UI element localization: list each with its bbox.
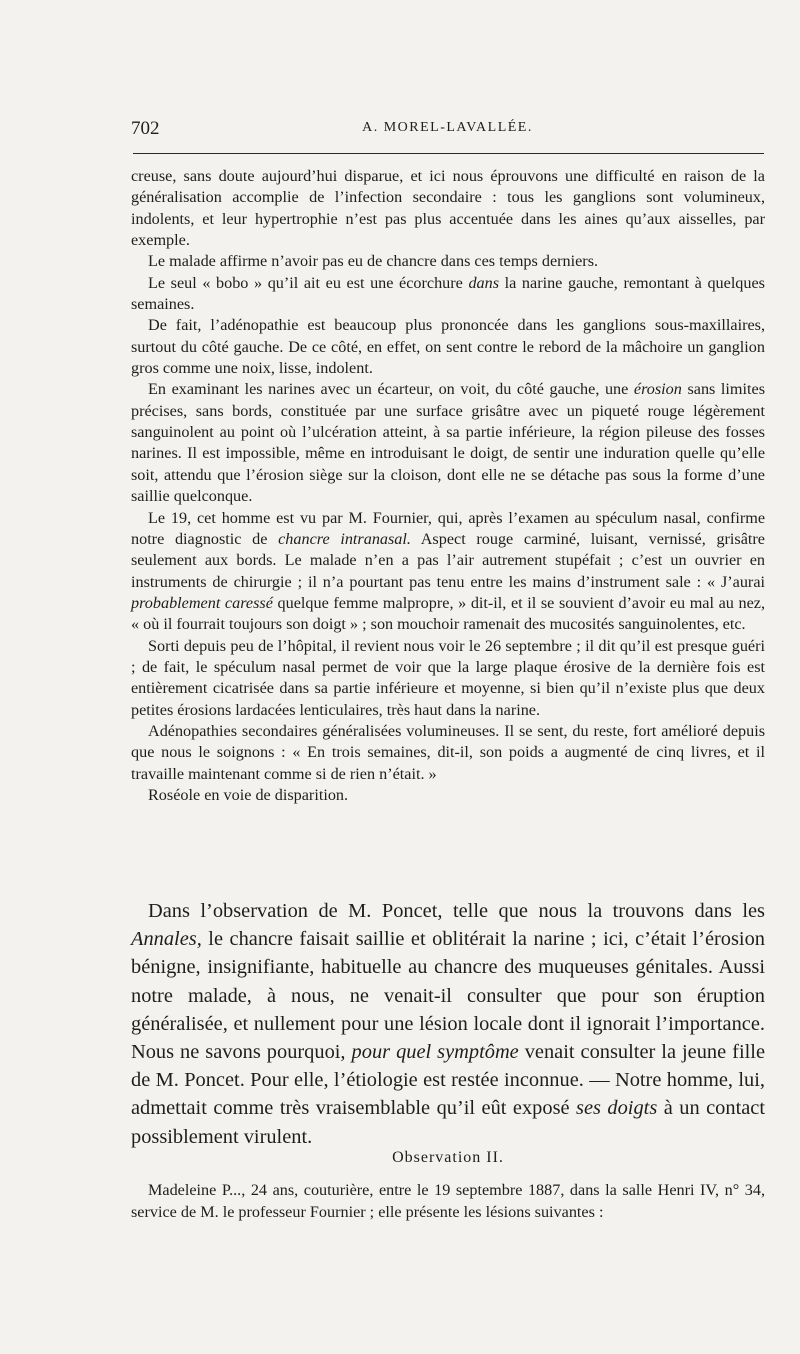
paragraph: Le malade affirme n’avoir pas eu de chancre dans ces temps derniers. <box>148 252 599 271</box>
paragraph: De fait, l’adénopathie est beaucoup plus prononcée dans les ganglions sous-maxillaires, surtout du côté gauche. De ce côté, en effet, on sent contre le rebord de la mâchoire un ganglion gros comme une noix, lisse, indolent. <box>131 316 765 378</box>
paragraph: Le seul « bobo » qu’il ait eu est une écorchure dans la narine gauche, remontant à quelques semaines. <box>131 273 765 314</box>
running-head: A. MOREL-LAVALLÉE. <box>362 120 533 135</box>
paragraph: Le 19, cet homme est vu par M. Fournier, qui, après l’examen au spéculum nasal, confirme notre diagnostic de chancre intranasal. Aspect rouge carminé, luisant, vernissé, grisâtre seulement aux bords. Le malade n’en a pas l’air autrement stupéfait ; c’est un ouvrier en instruments de chirurgie ; il n’a pourtant pas tenu entre les mains d’instrument sale : « J’aurai probablement caressé quelque femme malpropre, » dit-il, et il se souvient d’avoir eu mal au nez, « où il fourrait toujours son doigt » ; son mouchoir ramenait des mucosités sanguinolentes, etc. <box>131 508 766 634</box>
page-header <box>131 118 764 144</box>
paragraph: Dans l’observation de M. Poncet, telle que nous la trouvons dans les Annales, le chancre faisait saillie et oblitérait la narine ; ici, c’était l’érosion bénigne, insignifiante, habituelle au chancre des muqueuses génitales. Aussi notre malade, à nous, ne venait-il consulter que pour son éruption généralisée, et nullement pour une lésion locale dont il ignorait l’importance. Nous ne savons pourquoi, pour quel symptôme venait consulter la jeune fille de M. Poncet. Pour elle, l’étiologie est restée inconnue. — Notre homme, lui, admettait comme très vraisemblable qu’il eût exposé ses doigts à un contact possiblement virulent. <box>131 900 766 1148</box>
observation-text <box>131 1180 765 1223</box>
paragraph: Adénopathies secondaires généralisées volumineuses. Il se sent, du reste, fort amélioré depuis que nous le soignons : « En trois semaines, dit-il, son poids a augmenté de cinq livres, et il travaille maintenant comme si de rien n’était. » <box>131 721 765 783</box>
page-number: 702 <box>131 118 160 139</box>
paragraph: Roséole en voie de disparition. <box>148 785 349 804</box>
paragraph: Madeleine P..., 24 ans, couturière, entre le 19 septembre 1887, dans la salle Henri IV, n° 34, service de M. le professeur Fournier ; elle présente les lésions suivantes : <box>131 1181 765 1221</box>
paragraph: creuse, sans doute aujourd’hui disparue, et ici nous éprouvons une difficulté en raison de la généralisation accomplie de l’infection secondaire : tous les ganglions sont volumineux, indolents, et leur hypertrophie n’est pas plus accentuée dans les aines qu’aux aisselles, par exemple. <box>131 167 765 250</box>
paragraph: En examinant les narines avec un écarteur, on voit, du côté gauche, une érosion sans limites précises, sans bords, constituée par une surface grisâtre avec un piqueté rouge légèrement sanguinolent au point où l’ulcération atteint, à sa partie inférieure, la région pileuse des fosses narines. Il est impossible, même en introduisant le doigt, de sentir une induration quelle qu’elle soit, attendu que l’érosion siège sur la cloison, dont elle ne se détache pas sous la forme d’une saillie quelconque. <box>131 380 765 506</box>
header-rule <box>133 153 764 154</box>
section-heading: Observation II. <box>392 1149 504 1166</box>
paragraph: Sorti depuis peu de l’hôpital, il revient nous voir le 26 septembre ; il dit qu’il est presque guéri ; de fait, le spéculum nasal permet de voir que la large plaque érosive de la dernière fois est entièrement cicatrisée dans sa partie inférieure et moyenne, si bien qu’il n’existe plus que deux petites érosions lardacées lenticulaires, très haut dans la narine. <box>131 636 765 719</box>
case-notes <box>131 166 765 806</box>
main-text <box>131 897 765 1151</box>
